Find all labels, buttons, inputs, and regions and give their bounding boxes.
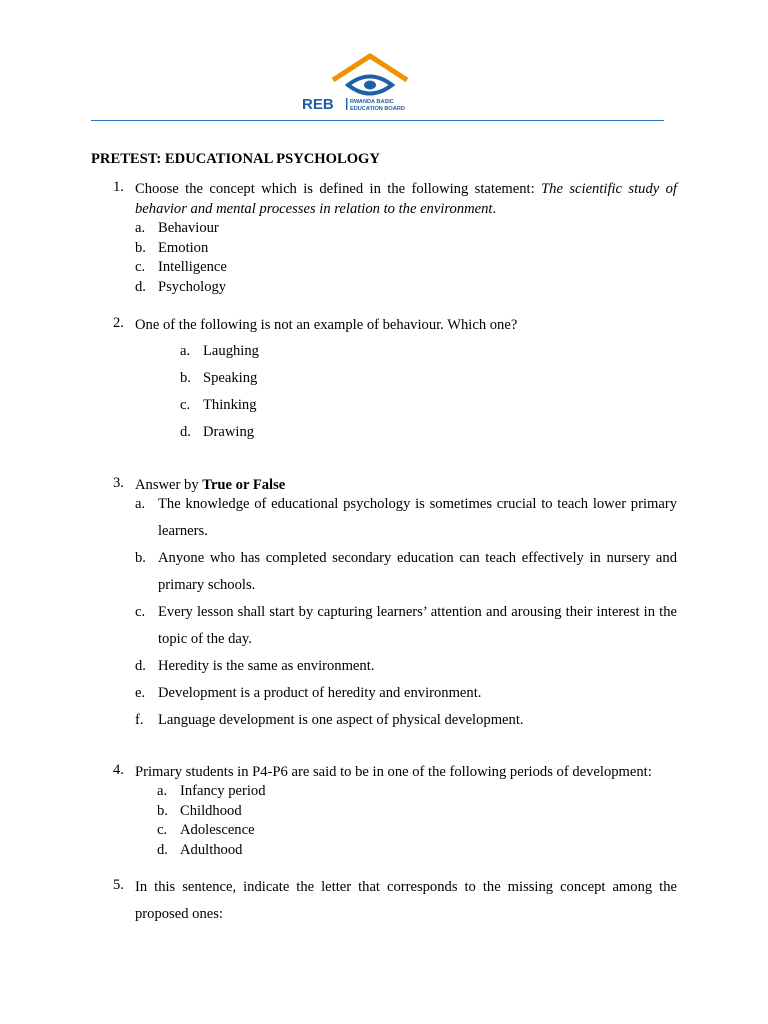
option-letter: c. (157, 822, 168, 838)
option-letter: d. (135, 278, 146, 295)
option-text: Adulthood (180, 841, 243, 858)
question-tail: . (492, 201, 497, 217)
question-number: 1. (113, 179, 124, 195)
question-4 (113, 762, 677, 860)
question-lead: Answer by (135, 477, 203, 493)
option-item (113, 278, 677, 298)
option-letter: b. (157, 802, 168, 819)
logo-subtitle-line1: RWANDA BASIC (350, 99, 394, 105)
option-item (113, 419, 677, 446)
option-list (113, 782, 677, 860)
option-letter: a. (157, 783, 168, 799)
option-item (113, 653, 677, 680)
option-text: Language development is one aspect of physical development. (158, 712, 524, 728)
question-number: 5. (113, 877, 124, 893)
question-2 (113, 315, 677, 446)
question-1 (113, 179, 677, 297)
option-list (113, 491, 677, 734)
option-item (113, 707, 677, 734)
question-number: 3. (113, 475, 124, 491)
option-text: Development is a product of heredity and environment. (158, 685, 482, 701)
option-item (113, 545, 677, 599)
question-definition: The scientific study of behavior and mental processes in relation to the environment (135, 181, 677, 217)
question-text: One of the following is not an example of behaviour. Which one? (135, 317, 518, 333)
logo-subtitle-line2: EDUCATION BOARD (350, 106, 405, 112)
question-lead: Choose the concept which is defined in the following statement: (135, 181, 542, 197)
option-item (113, 841, 677, 861)
option-item (113, 219, 677, 239)
option-item (113, 599, 677, 653)
option-letter: a. (180, 343, 191, 359)
option-item (113, 239, 677, 259)
option-item (113, 491, 677, 545)
page-title: PRETEST: EDUCATIONAL PSYCHOLOGY (91, 151, 380, 167)
option-letter: b. (135, 239, 146, 256)
question-text (135, 179, 677, 219)
option-letter: c. (135, 604, 146, 620)
question-number: 4. (113, 762, 124, 778)
option-item (113, 365, 677, 392)
option-text: Intelligence (158, 259, 227, 275)
question-3 (113, 475, 677, 734)
option-text: Childhood (180, 802, 242, 819)
question-number: 2. (113, 315, 124, 331)
option-letter: c. (180, 397, 191, 413)
option-item (113, 338, 677, 365)
option-text: Thinking (203, 397, 257, 413)
option-item (113, 392, 677, 419)
option-text: Anyone who has completed secondary education can teach effectively in nursery and primary schools. (158, 550, 677, 593)
option-text: Emotion (158, 239, 209, 256)
option-text: Infancy period (180, 783, 266, 799)
question-5 (113, 874, 677, 928)
option-item (113, 821, 677, 841)
question-instruction: True or False (202, 477, 286, 493)
option-letter: e. (135, 685, 146, 701)
question-text: Primary students in P4-P6 are said to be in one of the following periods of development: (135, 764, 652, 780)
option-item (113, 680, 677, 707)
option-letter: c. (135, 259, 146, 275)
header-rule (91, 120, 664, 121)
option-letter: f. (135, 712, 144, 728)
option-text: The knowledge of educational psychology is sometimes crucial to teach lower primary learners. (158, 496, 677, 539)
option-item (113, 782, 677, 802)
option-item (113, 802, 677, 822)
option-text: Speaking (203, 370, 258, 386)
option-letter: d. (157, 841, 168, 858)
question-text: In this sentence, indicate the letter that corresponds to the missing concept among the proposed ones: (135, 879, 677, 922)
option-text: Drawing (203, 424, 255, 440)
option-text: Laughing (203, 343, 259, 359)
option-text: Heredity is the same as environment. (158, 658, 375, 674)
option-text: Every lesson shall start by capturing learners’ attention and arousing their interest in the topic of the day. (158, 604, 677, 647)
option-letter: a. (135, 496, 146, 512)
option-text: Psychology (158, 278, 227, 295)
option-letter: d. (180, 424, 191, 440)
option-list (113, 338, 677, 446)
option-list (113, 219, 677, 297)
option-item (113, 258, 677, 278)
option-text: Behaviour (158, 220, 219, 236)
option-letter: a. (135, 220, 146, 236)
option-text: Adolescence (180, 822, 255, 838)
logo-text: REB (302, 96, 334, 113)
option-letter: b. (180, 370, 191, 386)
option-letter: b. (135, 550, 146, 566)
reb-logo (300, 52, 450, 114)
option-letter: d. (135, 658, 146, 674)
